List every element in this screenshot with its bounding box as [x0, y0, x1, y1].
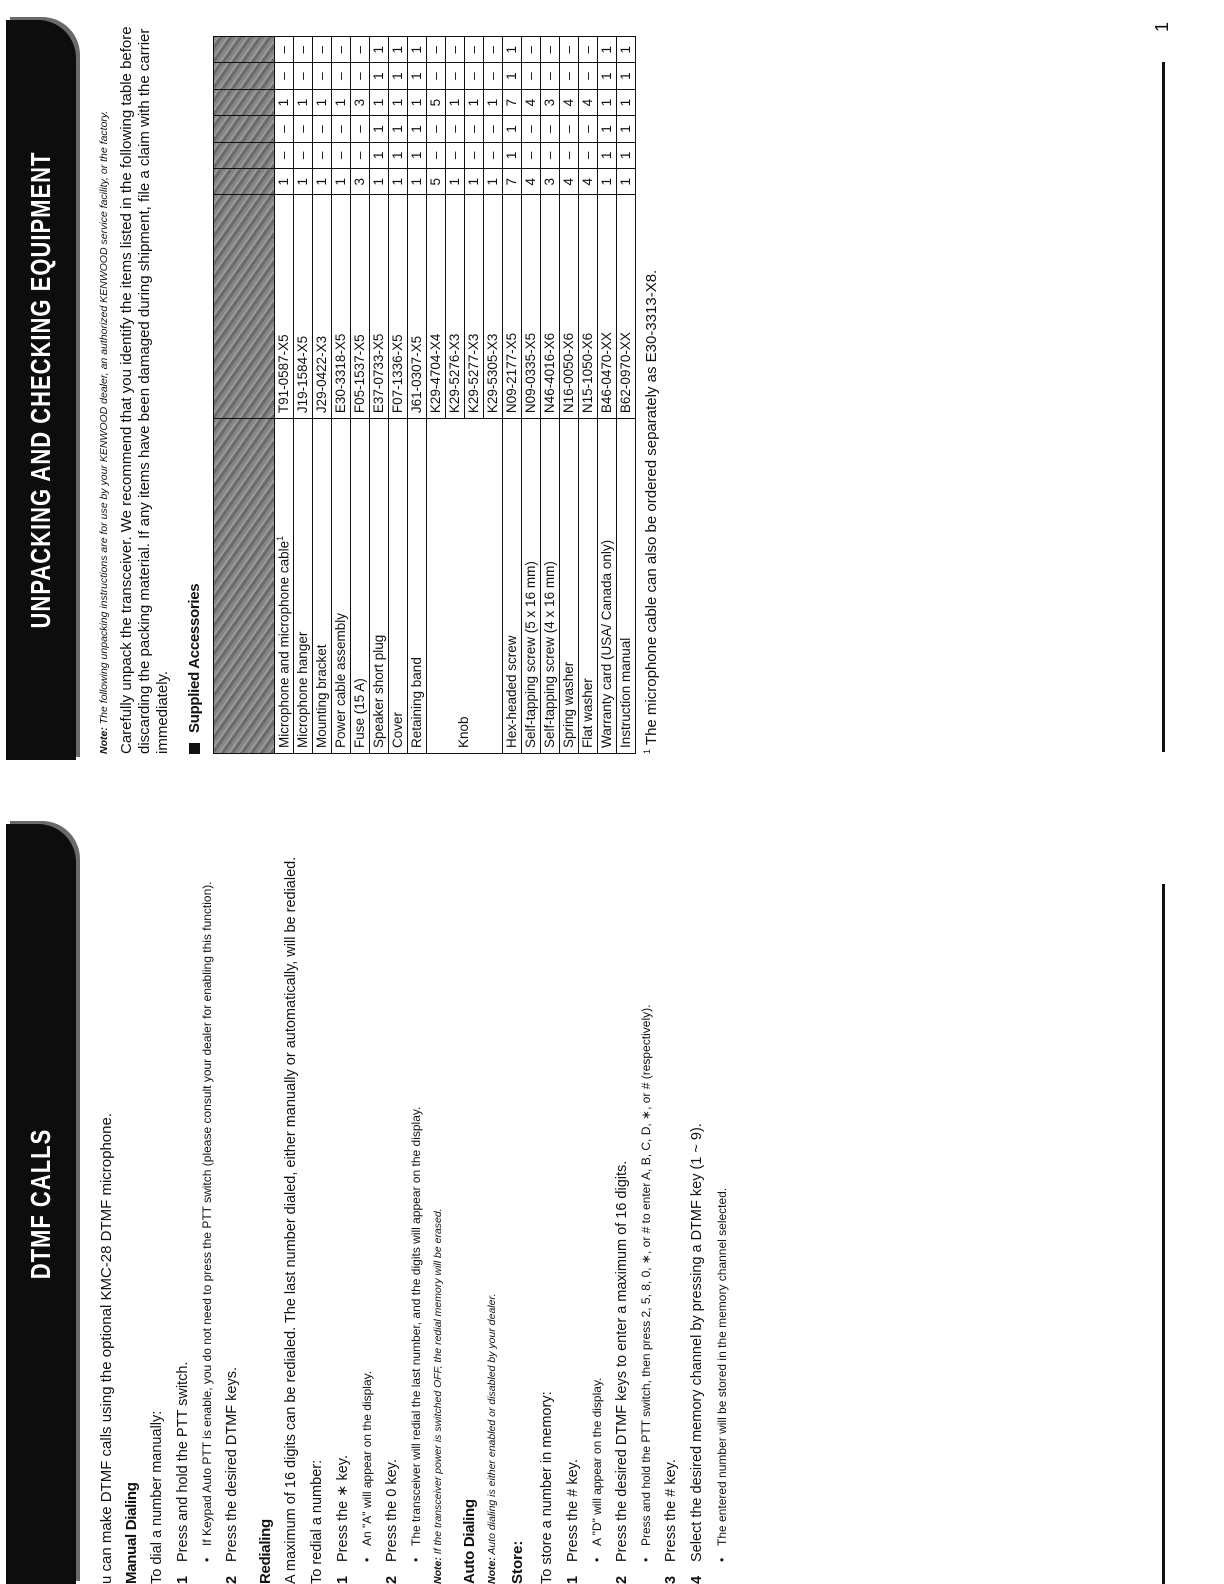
redial-lead: To redial a number: — [308, 1459, 325, 1584]
quantity-cell: – — [293, 37, 312, 63]
item-description: Self-tapping screw (5 x 16 mm) — [521, 419, 540, 754]
page-number: 1 — [1152, 21, 1172, 32]
redial-step-2-bullet: • The transceiver will redial the last number, and the digits will appear on the display. — [409, 1106, 424, 1562]
quantity-cell: 1 — [502, 63, 521, 89]
quantity-cell: 1 — [331, 89, 350, 115]
quantity-cell: – — [426, 116, 445, 142]
quantity-cell: 1 — [597, 37, 616, 63]
item-description: Hex-headed screw — [502, 419, 521, 754]
quantity-cell: – — [521, 142, 540, 168]
redial-paragraph: A maximum of 16 digits can be redialed. The last number dialed, either manually or automatically, will be redialed. — [282, 856, 299, 1584]
table-row — [274, 37, 293, 754]
quantity-cell: 1 — [388, 89, 407, 115]
table-header — [213, 37, 274, 754]
quantity-cell: 1 — [483, 169, 502, 195]
table-row — [521, 37, 540, 754]
quantity-cell: – — [483, 37, 502, 63]
quantity-cell: – — [483, 142, 502, 168]
quantity-cell: 3 — [540, 89, 559, 115]
part-number: F05-1537-X5 — [350, 195, 369, 419]
quantity-cell: – — [540, 37, 559, 63]
quantity-cell: – — [540, 63, 559, 89]
quantity-cell: – — [312, 142, 331, 168]
quantity-cell: 3 — [350, 169, 369, 195]
part-number: J19-1584-X5 — [293, 195, 312, 419]
quantity-cell: 3 — [350, 89, 369, 115]
dtmf-body — [98, 824, 738, 1584]
store-heading: Store: — [509, 1540, 527, 1584]
footnote: $^1$ The microphone cable can also be ordered separately as E30-3313-X8. — [641, 269, 660, 754]
store-step-3: 3 Press the # key. — [663, 1459, 680, 1584]
part-number: F07-1336-X5 — [388, 195, 407, 419]
quantity-cell: 1 — [616, 169, 635, 195]
table-row — [502, 37, 521, 754]
manual-dialing-heading: Manual Dialing — [122, 1482, 140, 1584]
table-row — [293, 37, 312, 754]
quantity-cell: 1 — [597, 89, 616, 115]
store-step-4: 4 Select the desired memory channel by pressing a DTMF key (1 ~ 9). — [689, 1123, 706, 1584]
quantity-cell: 1 — [388, 142, 407, 168]
quantity-cell: 1 — [312, 169, 331, 195]
unpacking-note: Note: The following unpacking instructions are for use by your KENWOOD dealer, an authorized KENWOOD service facility, or the factory. — [98, 110, 110, 754]
auto-dialing-heading: Auto Dialing — [461, 1499, 479, 1584]
quantity-cell: – — [559, 142, 578, 168]
quantity-cell: 1 — [407, 37, 426, 63]
quantity-cell: 1 — [597, 142, 616, 168]
quantity-cell: 1 — [407, 63, 426, 89]
intro-text: u can make DTMF calls using the optional KMC-28 DTMF microphone. — [98, 1112, 115, 1584]
dtmf-calls-page — [0, 794, 1224, 1584]
quantity-cell: – — [445, 116, 464, 142]
footnote-mark: 1 — [274, 535, 285, 541]
manual-step-1: 1 Press and hold the PTT switch. — [174, 1361, 191, 1584]
quantity-cell: – — [312, 63, 331, 89]
footer-rule-left — [1162, 884, 1165, 1584]
table-row — [350, 37, 369, 754]
quantity-cell: 5 — [426, 89, 445, 115]
table-row — [597, 37, 616, 754]
quantity-cell: – — [331, 37, 350, 63]
part-number: B62-0970-XX — [616, 195, 635, 419]
quantity-cell: 5 — [426, 169, 445, 195]
quantity-cell: 1 — [407, 169, 426, 195]
quantity-cell: 1 — [369, 63, 388, 89]
table-row — [578, 37, 597, 754]
quantity-cell: – — [331, 142, 350, 168]
quantity-cell: – — [274, 116, 293, 142]
quantity-cell: – — [445, 37, 464, 63]
unpacking-banner — [6, 20, 76, 760]
quantity-cell: – — [483, 63, 502, 89]
quantity-cell: 1 — [483, 89, 502, 115]
auto-dialing-note: Note: Auto dialing is either enabled or disabled by your dealer. — [486, 1293, 498, 1584]
quantity-cell: – — [559, 63, 578, 89]
store-step-2: 2 Press the desired DTMF keys to enter a maximum of 16 digits. — [614, 1160, 631, 1584]
quantity-cell: 1 — [445, 169, 464, 195]
quantity-cell: – — [293, 63, 312, 89]
part-number: T91-0587-X5 — [274, 195, 293, 419]
item-description: Knob — [426, 419, 502, 754]
quantity-cell: – — [445, 142, 464, 168]
quantity-cell: – — [350, 116, 369, 142]
item-description: Warranty card (USA/ Canada only) — [597, 419, 616, 754]
quantity-cell: – — [578, 37, 597, 63]
quantity-cell: 1 — [293, 89, 312, 115]
part-number: N46-4016-X6 — [540, 195, 559, 419]
quantity-cell: 4 — [521, 89, 540, 115]
item-description: Fuse (15 A) — [350, 419, 369, 754]
store-step-1: 1 Press the # key. — [565, 1459, 581, 1584]
quantity-cell: 1 — [274, 169, 293, 195]
store-step-1-bullet: • A "D" will appear on the display. — [590, 1377, 605, 1562]
part-number: K29-4704-X4 — [426, 195, 445, 419]
item-description: Power cable assembly — [331, 419, 350, 754]
redial-step-2: 2 Press the 0 key. — [384, 1459, 400, 1584]
quantity-cell: 3 — [540, 169, 559, 195]
quantity-cell: 1 — [274, 89, 293, 115]
table-row — [388, 37, 407, 754]
quantity-cell: – — [274, 37, 293, 63]
quantity-cell: – — [540, 142, 559, 168]
redial-note: Note: If the transceiver power is switched OFF, the redial memory will be erased. — [432, 1208, 445, 1584]
quantity-cell: – — [426, 142, 445, 168]
quantity-cell: – — [464, 63, 483, 89]
item-description: Cover — [388, 419, 407, 754]
part-number: K29-5277-X3 — [464, 195, 483, 419]
quantity-cell: – — [559, 116, 578, 142]
accessories-table — [213, 36, 636, 754]
item-description: Retaining band — [407, 419, 426, 754]
table-row — [407, 37, 426, 754]
quantity-cell: – — [312, 116, 331, 142]
item-description: Speaker short plug — [369, 419, 388, 754]
store-lead: To store a number in memory: — [538, 1391, 555, 1584]
quantity-cell: – — [578, 142, 597, 168]
footer-rule-right — [1162, 62, 1165, 752]
quantity-cell: – — [559, 37, 578, 63]
store-step-2-bullet: • Press and hold the PTT switch, then press 2, 5, 8, 0, ∗, or # to enter A, B, C, D, ∗, or # (respectively). — [639, 1004, 654, 1562]
quantity-cell: – — [521, 37, 540, 63]
quantity-cell: 1 — [388, 37, 407, 63]
quantity-cell: 1 — [293, 169, 312, 195]
page-title: DTMF CALLS — [24, 1128, 56, 1280]
quantity-cell: – — [293, 142, 312, 168]
supplied-accessories-heading: Supplied Accessories — [186, 24, 203, 754]
quantity-cell: 1 — [312, 89, 331, 115]
quantity-cell: 1 — [502, 37, 521, 63]
item-description: Microphone hanger — [293, 419, 312, 754]
unpacking-body — [98, 24, 660, 754]
quantity-cell: 1 — [331, 169, 350, 195]
quantity-cell: 1 — [616, 63, 635, 89]
item-description: Flat washer — [578, 419, 597, 754]
unpacking-lead: Carefully unpack the transceiver. We recommend that you identify the items listed in the following table before discarding the packing material. If any items have been damaged during shipment, file a claim with the carrier immediately. — [117, 26, 171, 754]
quantity-cell: – — [540, 116, 559, 142]
table-row — [426, 37, 445, 754]
quantity-cell: 1 — [369, 116, 388, 142]
quantity-cell: 1 — [388, 169, 407, 195]
page-title: UNPACKING AND CHECKING EQUIPMENT — [24, 151, 56, 629]
quantity-cell: – — [483, 116, 502, 142]
part-number: N09-0335-X5 — [521, 195, 540, 419]
quantity-cell: 1 — [407, 116, 426, 142]
quantity-cell: – — [350, 142, 369, 168]
quantity-cell: – — [274, 63, 293, 89]
manual-step-2: 2 Press the desired DTMF keys. — [223, 1367, 240, 1584]
table-row — [540, 37, 559, 754]
dtmf-calls-banner — [6, 824, 76, 1584]
item-description: Spring washer — [559, 419, 578, 754]
manual-step-1-bullet: • If Keypad Auto PTT is enable, you do not need to press the PTT switch (please consult your dealer for enabling this function). — [199, 881, 214, 1562]
quantity-cell: 1 — [388, 63, 407, 89]
quantity-cell: – — [426, 37, 445, 63]
quantity-cell: 1 — [616, 89, 635, 115]
quantity-cell: – — [312, 37, 331, 63]
quantity-cell: – — [578, 63, 597, 89]
quantity-cell: 4 — [521, 169, 540, 195]
table-row — [559, 37, 578, 754]
redial-step-1: 1 Press the ∗ key. — [334, 1455, 351, 1584]
quantity-cell: 1 — [388, 116, 407, 142]
quantity-cell: 1 — [597, 169, 616, 195]
quantity-cell: 7 — [502, 169, 521, 195]
part-number: K29-5305-X3 — [483, 195, 502, 419]
quantity-cell: 7 — [502, 89, 521, 115]
quantity-cell: 4 — [559, 89, 578, 115]
quantity-cell: – — [293, 116, 312, 142]
quantity-cell: 1 — [464, 169, 483, 195]
manual-lead: To dial a number manually: — [148, 1410, 165, 1584]
redialing-heading: Redialing — [256, 1519, 274, 1584]
quantity-cell: – — [464, 116, 483, 142]
item-description: Mounting bracket — [312, 419, 331, 754]
quantity-cell: 4 — [578, 89, 597, 115]
quantity-cell: – — [578, 116, 597, 142]
table-row — [312, 37, 331, 754]
quantity-cell: – — [350, 63, 369, 89]
table-row — [616, 37, 635, 754]
item-description: Self-tapping screw (4 x 16 mm) — [540, 419, 559, 754]
quantity-cell: 1 — [502, 116, 521, 142]
quantity-cell: 4 — [559, 169, 578, 195]
quantity-cell: 1 — [445, 89, 464, 115]
item-description: Microphone and microphone cable$^1$ — [274, 419, 293, 754]
quantity-cell: 1 — [464, 89, 483, 115]
quantity-cell: 1 — [616, 37, 635, 63]
quantity-cell: 1 — [597, 63, 616, 89]
part-number: N16-0050-X6 — [559, 195, 578, 419]
part-number: J61-0307-X5 — [407, 195, 426, 419]
redial-step-1-bullet: • An "A" will appear on the display. — [360, 1370, 374, 1562]
quantity-cell: 1 — [616, 142, 635, 168]
table-row — [331, 37, 350, 754]
quantity-cell: – — [464, 37, 483, 63]
quantity-cell: – — [274, 142, 293, 168]
quantity-cell: 1 — [407, 142, 426, 168]
part-number: N09-2177-X5 — [502, 195, 521, 419]
quantity-cell: 1 — [502, 142, 521, 168]
quantity-cell: – — [350, 37, 369, 63]
quantity-cell: – — [521, 63, 540, 89]
part-number: B46-0470-XX — [597, 195, 616, 419]
quantity-cell: – — [331, 63, 350, 89]
quantity-cell: 4 — [578, 169, 597, 195]
item-description: Instruction manual — [616, 419, 635, 754]
store-step-4-bullet: • The entered number will be stored in the memory channel selected. — [714, 1187, 729, 1562]
quantity-cell: – — [426, 63, 445, 89]
quantity-cell: – — [521, 116, 540, 142]
quantity-cell: 1 — [369, 89, 388, 115]
quantity-cell: 1 — [369, 37, 388, 63]
quantity-cell: – — [445, 63, 464, 89]
quantity-cell: 1 — [369, 142, 388, 168]
quantity-cell: 1 — [597, 116, 616, 142]
table-row — [369, 37, 388, 754]
part-number: E30-3318-X5 — [331, 195, 350, 419]
bullet-square-icon — [189, 743, 200, 754]
part-number: J29-0422-X3 — [312, 195, 331, 419]
quantity-cell: 1 — [407, 89, 426, 115]
quantity-cell: – — [331, 116, 350, 142]
part-number: K29-5276-X3 — [445, 195, 464, 419]
quantity-cell: 1 — [369, 169, 388, 195]
quantity-cell: – — [464, 142, 483, 168]
part-number: N15-1050-X6 — [578, 195, 597, 419]
part-number: E37-0733-X5 — [369, 195, 388, 419]
quantity-cell: 1 — [616, 116, 635, 142]
